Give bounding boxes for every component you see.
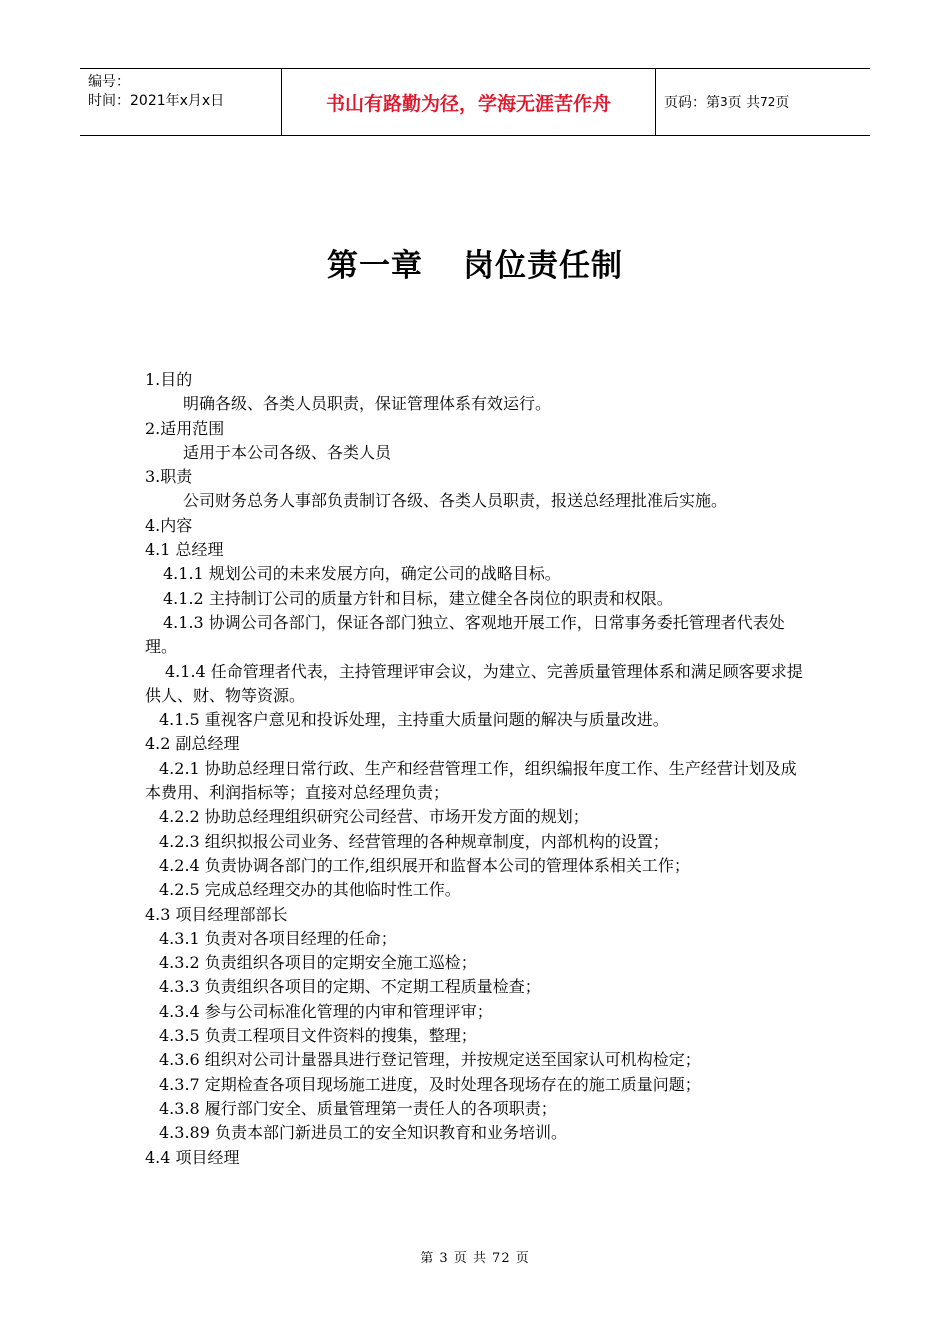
body-paragraph: 4.3.8 履行部门安全、质量管理第一责任人的各项职责； — [159, 1098, 557, 1118]
body-paragraph: 4.1.3 协调公司各部门，保证各部门独立、客观地开展工作，日常事务委托管理者代表处理。 — [145, 612, 785, 657]
body-paragraph: 4.3.4 参与公司标准化管理的内审和管理评审； — [159, 1001, 493, 1021]
document-body — [145, 368, 810, 1170]
body-paragraph: 4.3.3 负责组织各项目的定期、不定期工程质量检查； — [159, 977, 541, 997]
body-paragraph: 公司财务总务人事部负责制订各级、各类人员职责，报送总经理批准后实施。 — [183, 491, 728, 511]
body-paragraph: 4.2.3 组织拟报公司业务、经营管理的各种规章制度，内部机构的设置； — [159, 831, 669, 851]
body-paragraph: 4.2.4 负责协调各部门的工作,组织展开和监督本公司的管理体系相关工作； — [159, 855, 690, 875]
body-paragraph: 适用于本公司各级、各类人员 — [183, 442, 392, 462]
body-paragraph: 4.3.6 组织对公司计量器具进行登记管理，并按规定送至国家认可机构检定； — [159, 1050, 701, 1070]
chapter-title — [0, 240, 950, 285]
chapter-number: 第一章 — [327, 248, 423, 284]
chapter-name: 岗位责任制 — [463, 248, 623, 284]
body-paragraph: 4.3 项目经理部部长 — [145, 904, 288, 924]
body-paragraph: 4.1.1 规划公司的未来发展方向，确定公司的战略目标。 — [163, 564, 561, 584]
body-paragraph: 明确各级、各类人员职责，保证管理体系有效运行。 — [183, 394, 552, 414]
page-prefix: 页码：第 — [664, 95, 720, 111]
page-total: 72 — [760, 95, 776, 109]
body-paragraph: 4.1.2 主持制订公司的质量方针和目标，建立健全各岗位的职责和权限。 — [163, 588, 673, 608]
header-page-info — [656, 69, 870, 135]
body-paragraph: 4.3.5 负责工程项目文件资料的搜集，整理； — [159, 1026, 477, 1046]
page-footer: 第 3 页 共 72 页 — [420, 1251, 530, 1266]
body-paragraph: 4.2 副总经理 — [145, 734, 240, 754]
page-mid: 页 共 — [727, 95, 761, 111]
body-paragraph: 1.目的 — [145, 370, 193, 389]
body-paragraph: 3.职责 — [145, 467, 193, 487]
body-paragraph: 4.4 项目经理 — [145, 1147, 240, 1167]
body-paragraph: 4.1 总经理 — [145, 540, 224, 560]
header-meta-cell — [80, 69, 282, 135]
document-code-label: 编号： — [88, 74, 130, 90]
body-paragraph: 4.1.4 任命管理者代表，主持管理评审会议，为建立、完善质量管理体系和满足顾客要求提供人、财、物等资源。 — [145, 661, 803, 705]
body-paragraph: 4.内容 — [145, 515, 193, 535]
body-paragraph: 4.3.2 负责组织各项目的定期安全施工巡检； — [159, 953, 477, 973]
header-motto: 书山有路勤为径，学海无涯苦作舟 — [282, 69, 656, 135]
body-paragraph: 4.3.7 定期检查各项目现场施工进度，及时处理各现场存在的施工质量问题； — [159, 1074, 701, 1094]
page-header — [80, 68, 870, 136]
body-paragraph: 4.1.5 重视客户意见和投诉处理，主持重大质量问题的解决与质量改进。 — [159, 710, 669, 730]
body-paragraph: 4.2.1 协助总经理日常行政、生产和经营管理工作，组织编报年度工作、生产经营计划及成本费用、利润指标等；直接对总经理负责； — [145, 758, 797, 803]
page-suffix: 页 — [775, 95, 790, 111]
body-paragraph: 2.适用范围 — [145, 418, 225, 438]
page-number: 3 — [720, 95, 728, 109]
body-paragraph: 4.3.1 负责对各项目经理的任命； — [159, 928, 397, 948]
document-date: 时间：2021年x月x日 — [88, 93, 225, 109]
body-paragraph: 4.2.5 完成总经理交办的其他临时性工作。 — [159, 880, 461, 900]
body-paragraph: 4.2.2 协助总经理组织研究公司经营、市场开发方面的规划； — [159, 807, 589, 827]
body-paragraph: 4.3.89 负责本部门新进员工的安全知识教育和业务培训。 — [159, 1123, 567, 1143]
